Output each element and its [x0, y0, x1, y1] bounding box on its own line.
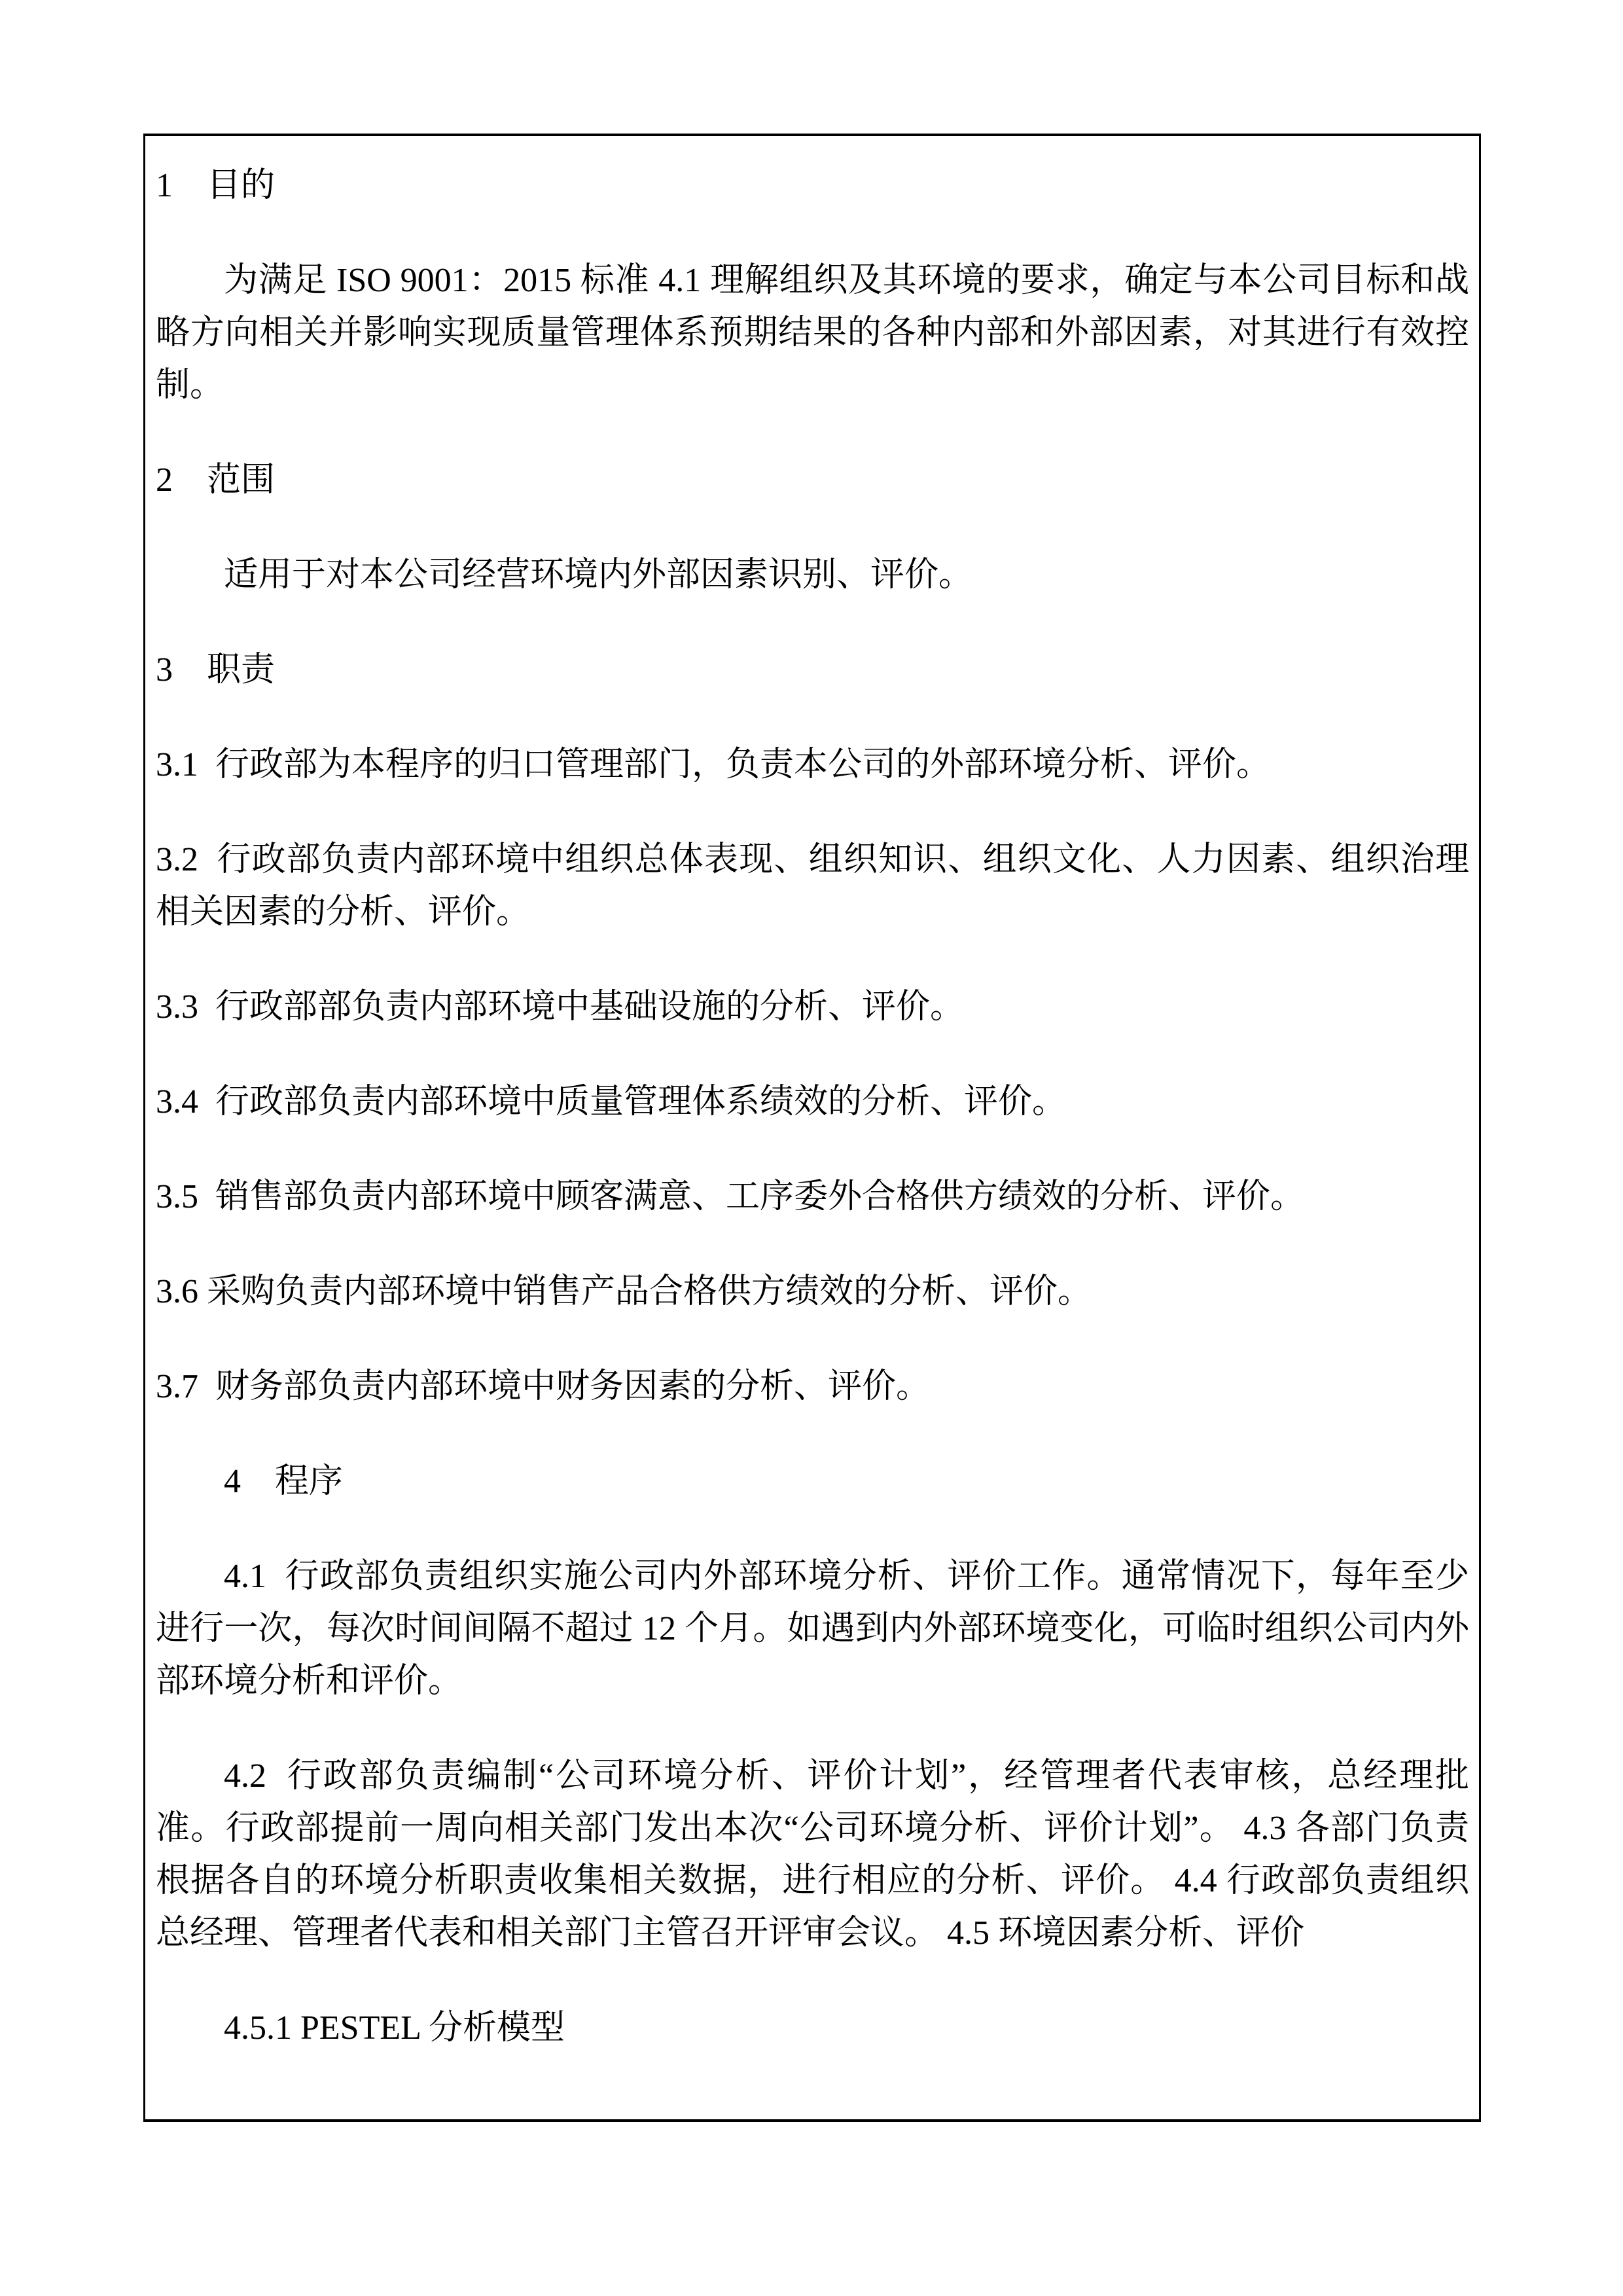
heading-purpose: 1 目的: [156, 167, 276, 204]
para-4-5-1: 4.5.1 PESTEL 分析模型: [224, 2009, 565, 2047]
heading-responsibilities: 3 职责: [156, 651, 276, 689]
item-3-5: 3.5 销售部负责内部环境中顾客满意、工序委外合格供方绩效的分析、评价。: [156, 1178, 1305, 1215]
document-table-frame: [143, 134, 1481, 2122]
heading-procedure: 4 程序: [224, 1463, 344, 1500]
para-purpose: 为满足 ISO 9001：2015 标准 4.1 理解组织及其环境的要求，确定与本公司目标和战略方向相关并影响实现质量管理体系预期结果的各种内部和外部因素，对其进行有效控制。: [156, 262, 1469, 404]
item-3-7: 3.7 财务部负责内部环境中财务因素的分析、评价。: [156, 1368, 931, 1405]
para-4-1: 4.1 行政部负责组织实施公司内外部环境分析、评价工作。通常情况下，每年至少进行一次，每次时间间隔不超过 12 个月。如遇到内外部环境变化，可临时组织公司内外部环境分析和评价。: [156, 1558, 1469, 1700]
item-3-3: 3.3 行政部部负责内部环境中基础设施的分析、评价。: [156, 988, 965, 1026]
item-3-2: 3.2 行政部负责内部环境中组织总体表现、组织知识、组织文化、人力因素、组织治理相关因素的分析、评价。: [156, 841, 1469, 931]
item-3-1: 3.1 行政部为本程序的归口管理部门，负责本公司的外部环境分析、评价。: [156, 746, 1271, 783]
item-3-4: 3.4 行政部负责内部环境中质量管理体系绩效的分析、评价。: [156, 1083, 1067, 1121]
para-4-2: 4.2 行政部负责编制“公司环境分析、评价计划”，经管理者代表审核，总经理批准。行政部提前一周向相关部门发出本次“公司环境分析、评价计划”。 4.3 各部门负责根据各自的环境分析职责收集相关数据，进行相应的分析、评价。 4.4 行政部负责组织总经理、管理者代表和相关部门主管召开评审会议。 4.5 环境因素分析、评价: [156, 1757, 1469, 1952]
heading-scope: 2 范围: [156, 461, 276, 499]
item-3-6: 3.6 采购负责内部环境中销售产品合格供方绩效的分析、评价。: [156, 1273, 1092, 1310]
para-scope: 适用于对本公司经营环境内外部因素识别、评价。: [224, 556, 973, 594]
